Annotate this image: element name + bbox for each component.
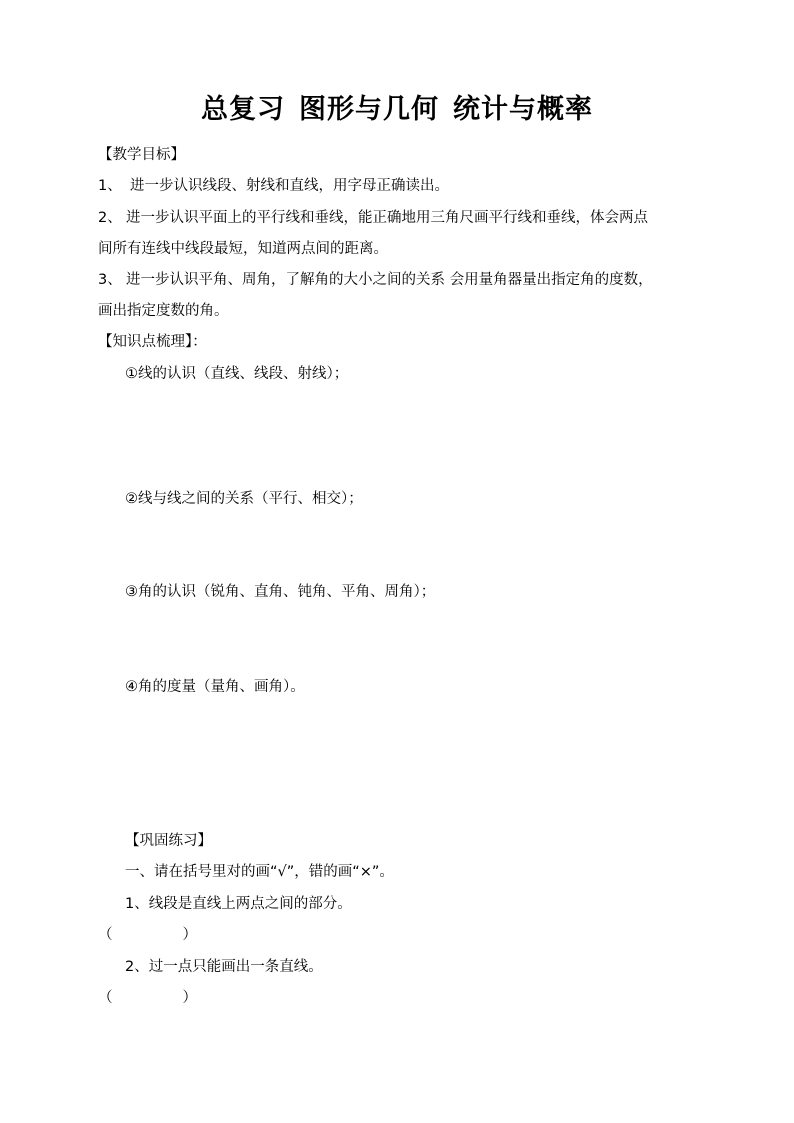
answer-close-paren: ） bbox=[182, 927, 197, 943]
objective-item-2-continued: 间所有连线中线段最短，知道两点间的距离。 bbox=[98, 241, 388, 257]
practice-instruction: 一、请在括号里对的画“√”，错的画“×”。 bbox=[125, 864, 394, 880]
objective-number: 3、 bbox=[98, 272, 122, 288]
page-title bbox=[0, 92, 794, 128]
objectives-heading: 【教学目标】 bbox=[98, 147, 185, 163]
answer-blank-1 bbox=[98, 925, 197, 945]
question-1: 1、线段是直线上两点之间的部分。 bbox=[125, 896, 352, 912]
objective-item-2 bbox=[98, 208, 648, 228]
knowledge-point-4: ④角的度量（量角、画角）。 bbox=[125, 679, 305, 695]
title-part-review: 总复习 bbox=[201, 94, 285, 125]
practice-heading: 【巩固练习】 bbox=[125, 833, 212, 849]
answer-blank-2 bbox=[98, 988, 197, 1008]
knowledge-point-3: ③角的认识（锐角、直角、钝角、平角、周角）； bbox=[125, 584, 436, 600]
objective-number: 2、 bbox=[98, 210, 122, 226]
objective-number: 1、 bbox=[98, 178, 122, 194]
objective-item-1 bbox=[98, 176, 449, 196]
question-2: 2、过一点只能画出一条直线。 bbox=[125, 959, 323, 975]
objective-item-3-continued: 画出指定度数的角。 bbox=[98, 303, 229, 319]
objective-item-3 bbox=[98, 270, 653, 290]
answer-close-paren: ） bbox=[182, 990, 197, 1006]
answer-open-paren: （ bbox=[98, 927, 113, 943]
knowledge-point-2: ②线与线之间的关系（平行、相交）； bbox=[125, 491, 363, 507]
knowledge-point-1: ①线的认识（直线、线段、射线）； bbox=[125, 366, 349, 382]
objective-text: 进一步认识平面上的平行线和垂线，能正确地用三角尺画平行线和垂线，体会两点 bbox=[126, 210, 648, 226]
title-part-geometry: 图形与几何 bbox=[299, 94, 439, 125]
title-part-statistics: 统计与概率 bbox=[453, 94, 593, 125]
knowledge-heading: 【知识点梳理】： bbox=[98, 334, 207, 350]
objective-text: 进一步认识平角、周角，了解角的大小之间的关系 会用量角器量出指定角的度数， bbox=[126, 272, 653, 288]
objective-text: 进一步认识线段、射线和直线，用字母正确读出。 bbox=[130, 178, 449, 194]
answer-open-paren: （ bbox=[98, 990, 113, 1006]
